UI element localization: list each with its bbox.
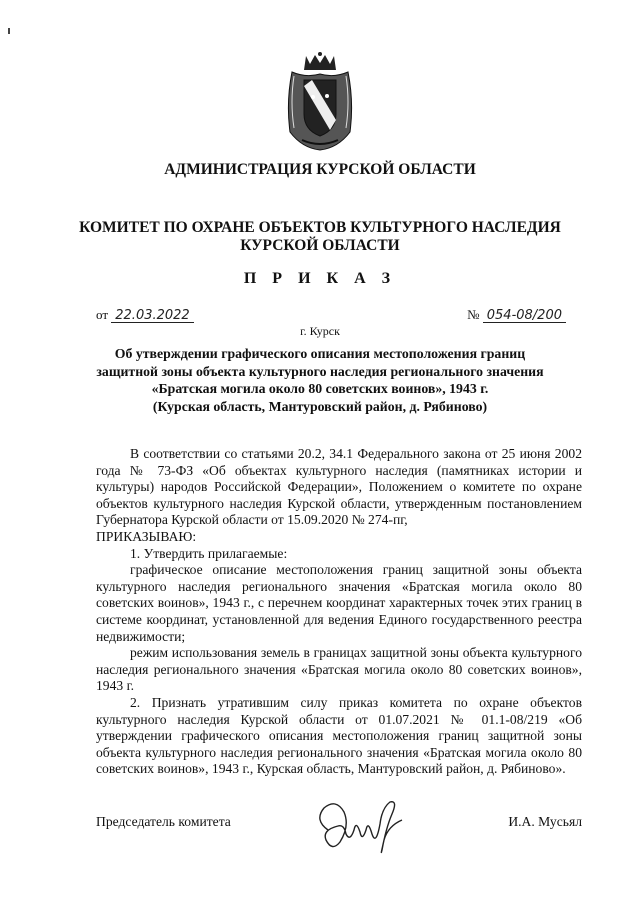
number-prefix: № bbox=[467, 307, 480, 322]
preamble-paragraph: В соответствии со статьями 20.2, 34.1 Федерального закона от 25 июня 2002 года № 73-ФЗ «Об объектах культурного наследия (памятниках истории и культуры) народов Российской Федерации», Положением о комитете по охране объектов культурного наследия Курской области, утвержденным постановлением Губернатора Курской области от 15.09.2020 № 274-пг, bbox=[96, 446, 582, 528]
date-field bbox=[96, 307, 194, 323]
organization-name: АДМИНИСТРАЦИЯ КУРСКОЙ ОБЛАСТИ bbox=[164, 161, 476, 178]
subject-line4: (Курская область, Мантуровский район, д. Рябиново) bbox=[152, 398, 488, 414]
city-label: г. Курск bbox=[300, 324, 340, 338]
order-subject bbox=[0, 345, 640, 415]
document-type-title: П Р И К А З bbox=[243, 270, 397, 287]
date-prefix: от bbox=[96, 307, 109, 322]
committee-name-line2: КУРСКОЙ ОБЛАСТИ bbox=[240, 237, 400, 254]
order-body bbox=[96, 446, 582, 778]
subject-line1: Об утверждении графического описания местоположения границ bbox=[114, 346, 526, 361]
signer-name: И.А. Мусьял bbox=[508, 814, 582, 829]
subject-line2: защитной зоны объекта культурного наследия регионального значения bbox=[96, 363, 544, 379]
item-1b: режим использования земель в границах защитной зоны объекта культурного наследия регионального значения «Братская могила около 80 советских воинов», 1943 г. bbox=[96, 645, 582, 694]
handwritten-number: 054-08/200 bbox=[483, 310, 566, 323]
item-2: 2. Признать утратившим силу приказ комитета по охране объектов культурного наследия Курской области от 01.07.2021 № 01.1-08/219 «Об утверждении графического описания местоположения границ защитной зоны объекта культурного наследия регионального значения «Братская могила около 80 советских воинов», 1943 г., Курская область, Мантуровский район, д. Рябиново». bbox=[96, 694, 582, 777]
number-field bbox=[467, 307, 566, 323]
committee-name-line1: КОМИТЕТ ПО ОХРАНЕ ОБЪЕКТОВ КУЛЬТУРНОГО НАСЛЕДИЯ bbox=[79, 219, 561, 236]
item-1: 1. Утвердить прилагаемые: bbox=[130, 545, 288, 561]
subject-line3: «Братская могила около 80 советских воинов», 1943 г. bbox=[151, 381, 489, 396]
coat-of-arms-icon bbox=[282, 52, 358, 152]
item-1a: графическое описание местоположения границ защитной зоны объекта культурного наследия регионального значения «Братская могила около 80 советских воинов», 1943 г., с перечнем координат характерных точек этих границ в системе координат, установленной для ведения Единого государственного реестра недвижимости; bbox=[96, 562, 582, 644]
order-word: ПРИКАЗЫВАЮ: bbox=[96, 528, 197, 544]
scan-mark bbox=[8, 28, 10, 34]
handwritten-signature bbox=[310, 790, 420, 860]
signer-position: Председатель комитета bbox=[96, 814, 231, 829]
committee-name bbox=[0, 219, 640, 255]
handwritten-date: 22.03.2022 bbox=[111, 310, 193, 323]
